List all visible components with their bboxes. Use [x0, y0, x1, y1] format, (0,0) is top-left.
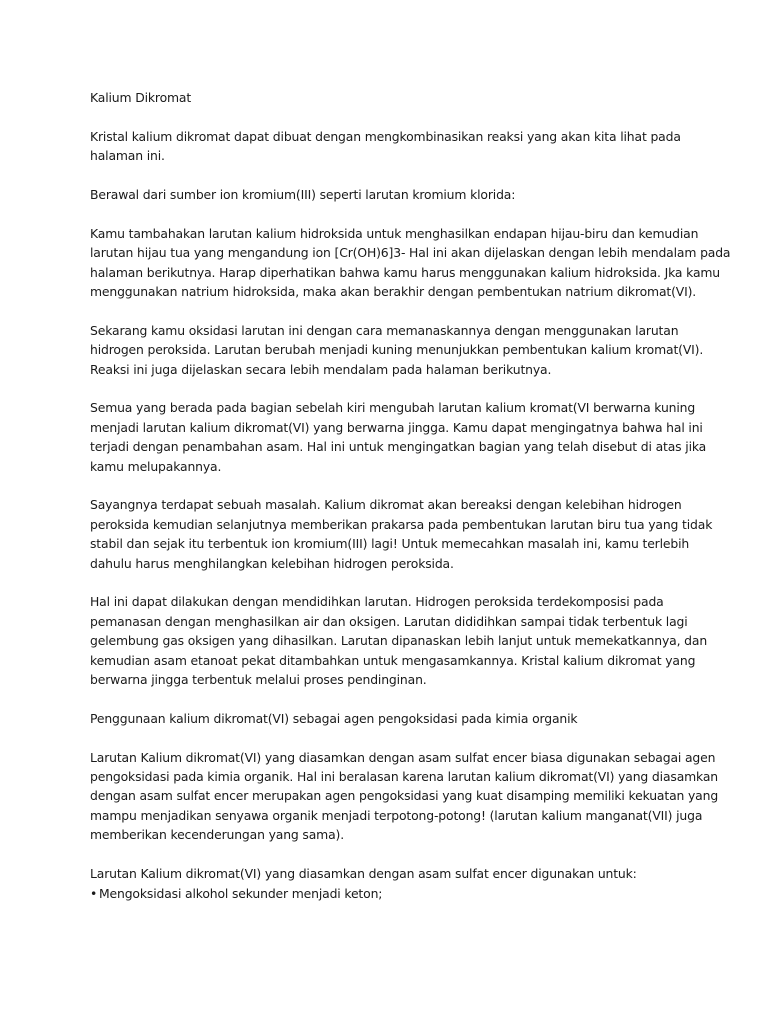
paragraph — [90, 398, 730, 476]
paragraph-line: Hal ini dapat dilakukan dengan mendidihkan larutan. Hidrogen peroksida terdekomposisi pada — [90, 594, 664, 610]
paragraph-line: Berawal dari sumber ion kromium(III) seperti larutan kromium klorida: — [90, 187, 516, 202]
paragraph-line: gelembung gas oksigen yang dihasilkan. Larutan dipanaskan lebih lanjut untuk memekatkannya, dan — [90, 633, 708, 649]
paragraph-line: kamu melupakannya. — [90, 458, 222, 474]
paragraph — [90, 127, 730, 166]
paragraph-line: Reaksi ini juga dijelaskan secara lebih mendalam pada halaman berikutnya. — [90, 361, 552, 377]
list-item-text: Mengoksidasi alkohol sekunder menjadi keton; — [99, 885, 383, 901]
paragraph-line: stabil dan sejak itu terbentuk ion kromium(III) lagi! Untuk memecahkan masalah ini, kamu terlebih — [90, 536, 690, 552]
paragraph-line: menjadi larutan kalium dikromat(VI) yang berwarna jingga. Kamu dapat mengingatnya bahwa hal ini — [90, 419, 703, 435]
paragraph-line: Penggunaan kalium dikromat(VI) sebagai agen pengoksidasi pada kimia organik — [90, 710, 578, 726]
paragraph — [90, 748, 730, 845]
paragraph — [90, 321, 730, 379]
paragraph-line: dahulu harus menghilangkan kelebihan hidrogen peroksida. — [90, 555, 454, 571]
paragraph-line: Kamu tambahakan larutan kalium hidroksida untuk menghasilkan endapan hijau-biru dan kemudian — [90, 225, 699, 241]
paragraph — [90, 864, 730, 903]
bullet-icon: • — [90, 885, 98, 901]
paragraph — [90, 709, 730, 728]
paragraph-line: Kristal kalium dikromat dapat dibuat dengan mengkombinasikan reaksi yang akan kita lihat pada — [90, 128, 681, 144]
paragraph-line: mampu menjadikan senyawa organik menjadi terpotong-potong! (larutan kalium manganat(VII) juga — [90, 807, 703, 823]
paragraph-line: Larutan Kalium dikromat(VI) yang diasamkan dengan asam sulfat encer digunakan untuk: — [90, 866, 637, 882]
paragraph-line: hidrogen peroksida. Larutan berubah menjadi kuning menunjukkan pembentukan kalium kromat(VI). — [90, 342, 704, 358]
paragraph-line: Sekarang kamu oksidasi larutan ini dengan cara memanaskannya dengan menggunakan larutan — [90, 322, 679, 338]
paragraph-line: halaman berikutnya. Harap diperhatikan bahwa kamu harus menggunakan kalium hidroksida. Jka kamu — [90, 264, 721, 280]
paragraph-line: larutan hijau tua yang mengandung ion [Cr(OH)6]3- Hal ini akan dijelaskan dengan lebih mendalam pada — [90, 245, 731, 261]
paragraph — [90, 224, 730, 302]
paragraph-line: berwarna jingga terbentuk melalui proses pendinginan. — [90, 672, 427, 688]
paragraph-line: peroksida kemudian selanjutnya memberikan prakarsa pada pembentukan larutan biru tua yang tidak — [90, 516, 713, 532]
paragraph — [90, 185, 730, 204]
paragraph-line: Semua yang berada pada bagian sebelah kiri mengubah larutan kalium kromat(VI berwarna kuning — [90, 400, 696, 416]
document-body — [90, 127, 730, 903]
paragraph-line: Larutan Kalium dikromat(VI) yang diasamkan dengan asam sulfat encer biasa digunakan sebagai agen — [90, 749, 716, 765]
paragraph-line: menggunakan natrium hidroksida, maka akan berakhir dengan pembentukan natrium dikromat(VI). — [90, 284, 697, 300]
paragraph-line: pengoksidasi pada kimia organik. Hal ini beralasan karena larutan kalium dikromat(VI) yang diasamkan — [90, 769, 719, 785]
document-title: Kalium Dikromat — [90, 90, 192, 105]
paragraph-line: halaman ini. — [90, 148, 165, 164]
bullet-list — [90, 884, 730, 903]
paragraph-line: kemudian asam etanoat pekat ditambahkan untuk mengasamkannya. Kristal kalium dikromat yang — [90, 652, 696, 668]
paragraph-line: Sayangnya terdapat sebuah masalah. Kalium dikromat akan bereaksi dengan kelebihan hidrogen — [90, 497, 682, 513]
paragraph — [90, 592, 730, 689]
list-item — [90, 884, 730, 903]
paragraph-line: dengan asam sulfat encer merupakan agen pengoksidasi yang kuat disamping memiliki kekuatan yang — [90, 788, 719, 804]
paragraph — [90, 495, 730, 573]
document-page — [90, 88, 730, 903]
paragraph-line: memberikan kecenderungan yang sama). — [90, 827, 344, 843]
paragraph-line: terjadi dengan penambahan asam. Hal ini untuk mengingatkan bagian yang telah disebut di atas jika — [90, 439, 707, 455]
paragraph-line: pemanasan dengan menghasilkan air dan oksigen. Larutan dididihkan sampai tidak terbentuk lagi — [90, 613, 688, 629]
